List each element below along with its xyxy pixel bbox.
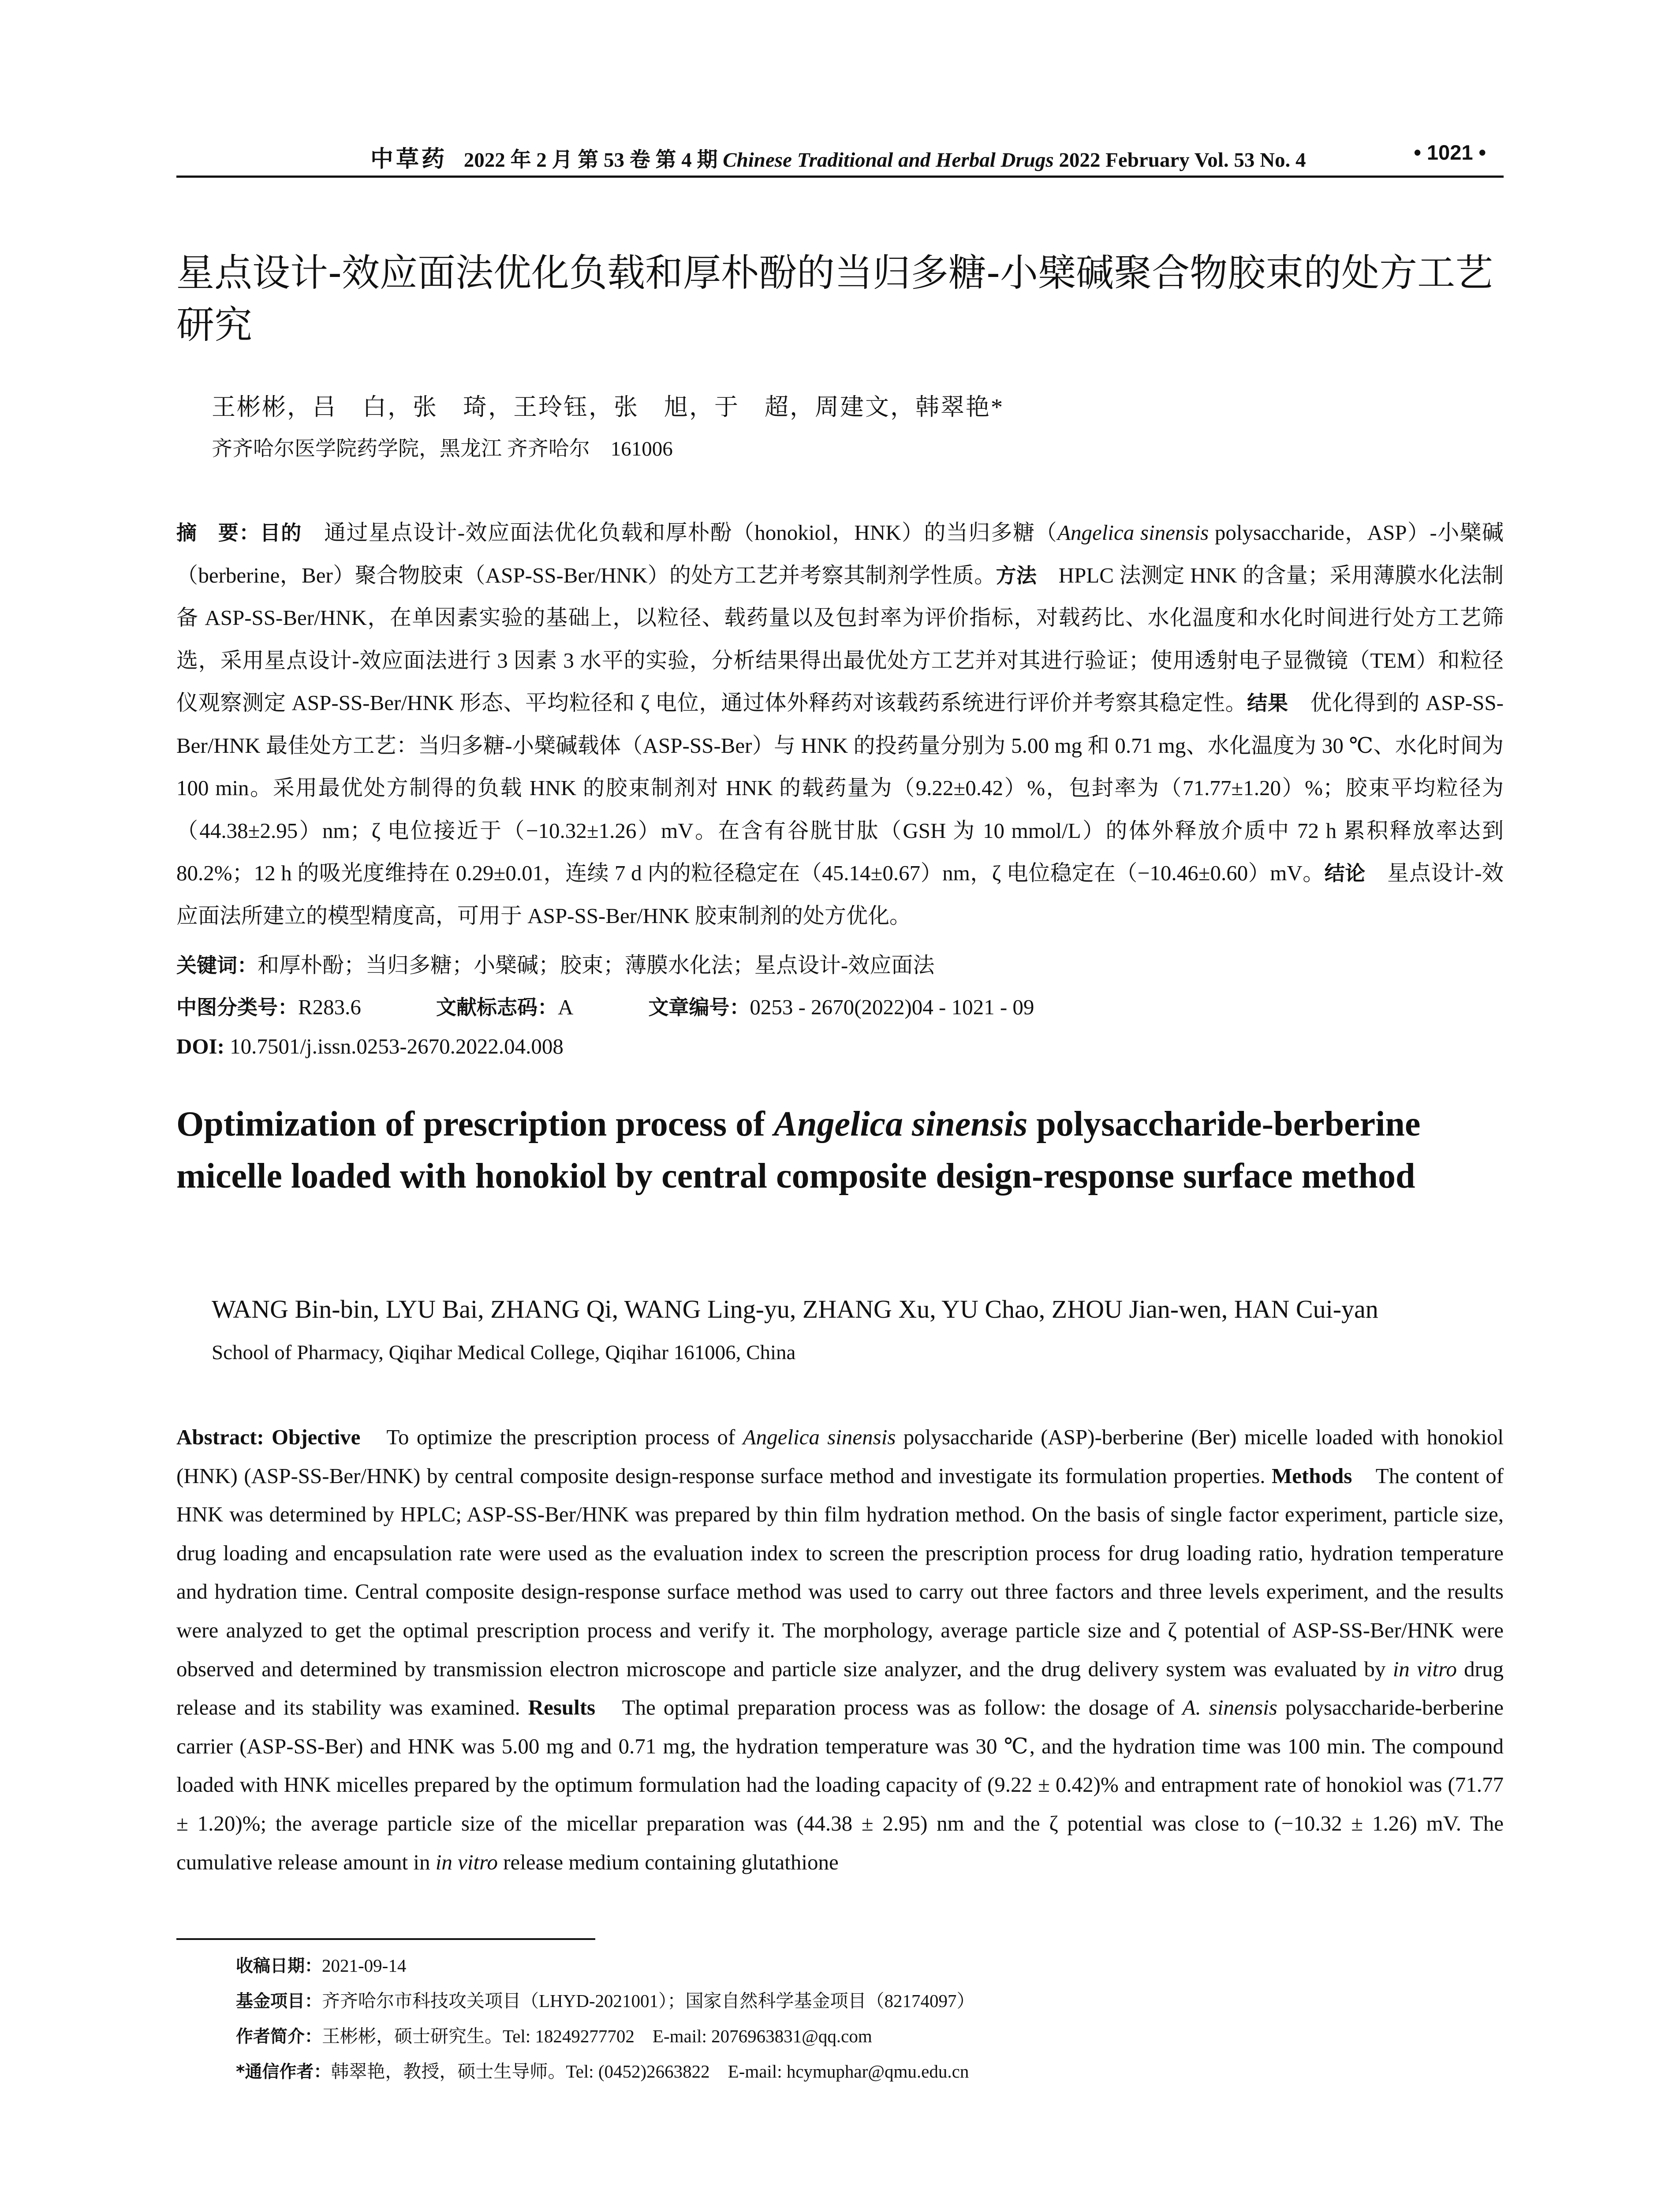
keywords-text: 和厚朴酚；当归多糖；小檗碱；胶束；薄膜水化法；星点设计-效应面法 xyxy=(258,953,935,977)
results-text-en: The optimal preparation process was as follow: the dosage of xyxy=(595,1695,1183,1720)
title-en-part1: Optimization of prescription process of xyxy=(176,1105,774,1144)
footnote-text: 2021-09-14 xyxy=(322,1955,407,1976)
results-text-en-2: polysaccharide-berberine carrier (ASP-SS-Ber) and HNK was 5.00 mg and 0.71 mg, the hydration temperature was 30 ℃, and the hydration time was 100 min. The compound loaded with HNK micelles prepared by the optimum formulation had the loading capacity of (9.22 ± 0.42)% and entrapment rate of honokiol was (71.77 ± 1.20)%; the average particle size of the micellar preparation was (44.38 ± 2.95) nm and the ζ potential was close to (−10.32 ± 1.26) mV. The cumulative release amount in xyxy=(176,1695,1504,1874)
keywords-label: 关键词： xyxy=(176,953,258,977)
footnote-corresponding xyxy=(236,2054,1471,2089)
affiliation-cn: 齐齐哈尔医学院药学院，黑龙江 齐齐哈尔 161006 xyxy=(212,437,673,460)
issue-cn: 2022 年 2 月 第 53 卷 第 4 期 xyxy=(463,149,718,172)
title-en xyxy=(176,1098,1504,1202)
objective-text-cn-2: polysaccharide，ASP）-小檗碱（berberine，Ber）聚合物胶束（ASP-SS-Ber/HNK）的处方工艺并考察其制剂学性质。 xyxy=(176,520,1504,587)
journal-name-en: Chinese Traditional and Herbal Drugs xyxy=(723,149,1054,172)
abstract-cn xyxy=(176,512,1504,937)
conclusion-text-cn: 星点设计-效应面法所建立的模型精度高，可用于 ASP-SS-Ber/HNK 胶束制剂的处方优化。 xyxy=(176,861,1504,928)
footnote-label: 基金项目： xyxy=(236,1992,322,2011)
footnote-label: 作者简介： xyxy=(236,2027,322,2047)
classification-line xyxy=(176,991,1034,1020)
title-en-species: Angelica sinensis xyxy=(773,1105,1028,1144)
title-cn: 星点设计-效应面法优化负载和厚朴酚的当归多糖-小檗碱聚合物胶束的处方工艺研究 xyxy=(176,251,1493,347)
authors-en: WANG Bin-bin, LYU Bai, ZHANG Qi, WANG Ling-yu, ZHANG Xu, YU Chao, ZHOU Jian-wen, HAN Cui-yan xyxy=(212,1295,1378,1323)
authors-cn: 王彬彬，吕 白，张 琦，王玲钰，张 旭，于 超，周建文，韩翠艳* xyxy=(212,394,1004,420)
doc-code-value: A xyxy=(557,995,574,1019)
in-vitro-term-1: in vitro xyxy=(1393,1656,1457,1681)
doc-code-label: 文献标志码： xyxy=(436,995,558,1019)
results-label-cn: 结果 xyxy=(1247,691,1288,715)
doi-label: DOI: xyxy=(176,1034,224,1058)
conclusion-label-cn: 结论 xyxy=(1324,861,1366,885)
article-no-label: 文章编号： xyxy=(648,995,750,1019)
abstract-label-cn: 摘 要： xyxy=(176,521,260,545)
results-text-cn: 优化得到的 ASP-SS-Ber/HNK 最佳处方工艺：当归多糖-小檗碱载体（ASP-SS-Ber）与 HNK 的投药量分别为 5.00 mg 和 0.71 mg、水化温度为 30 ℃、水化时间为 100 min。采用最优处方制得的负载 HNK 的胶束制剂对 HNK 的载药量为（9.22±0.42）%，包封率为（71.77±1.20）%；胶束平均粒径为（44.38±2.95）nm；ζ 电位接近于（−10.32±1.26）mV。在含有谷胱甘肽（GSH 为 10 mmol/L）的体外释放介质中 72 h 累积释放率达到 80.2%；12 h 的吸光度维持在 0.29±0.01，连续 7 d 内的粒径稳定在（45.14±0.67）nm，ζ 电位稳定在（−10.46±0.60）mV。 xyxy=(176,691,1504,885)
footnote-text: 齐齐哈尔市科技攻关项目（LHYD-2021001）；国家自然科学基金项目（82174097） xyxy=(322,1991,975,2011)
footnote-funding xyxy=(236,1984,1471,2019)
footnote-text: 王彬彬，硕士研究生。Tel: 18249277702 E-mail: 2076963831@qq.com xyxy=(322,2026,872,2046)
footnote-author-bio xyxy=(236,2019,1471,2054)
species-name-en: Angelica sinensis xyxy=(743,1425,896,1449)
issue-en: 2022 February Vol. 53 No. 4 xyxy=(1059,149,1306,172)
footnote-label: 收稿日期： xyxy=(236,1956,322,1976)
affiliation-en: School of Pharmacy, Qiqihar Medical College, Qiqihar 161006, China xyxy=(212,1341,796,1364)
footnote-label: *通信作者： xyxy=(236,2062,331,2082)
footnotes xyxy=(236,1948,1471,2089)
methods-label-en: Methods xyxy=(1271,1463,1352,1488)
methods-text-cn: HPLC 法测定 HNK 的含量；采用薄膜水化法制备 ASP-SS-Ber/HNK，在单因素实验的基础上，以粒径、载药量以及包封率为评价指标，对载药比、水化温度和水化时间进行处方工艺筛选，采用星点设计-效应面法进行 3 因素 3 水平的实验，分析结果得出最优处方工艺并对其进行验证；使用透射电子显微镜（TEM）和粒径仪观察测定 ASP-SS-Ber/HNK 形态、平均粒径和 ζ 电位，通过体外释药对该载药系统进行评价并考察其稳定性。 xyxy=(176,563,1504,715)
keywords-line xyxy=(176,948,934,979)
title-en-part2: polysaccharide-berberine micelle loaded with honokiol by central composite design-response surface method xyxy=(176,1105,1421,1196)
footnote-received xyxy=(236,1948,1471,1984)
doi-value: 10.7501/j.issn.0253-2670.2022.04.008 xyxy=(224,1034,564,1058)
article-no-value: 0253 - 2670(2022)04 - 1021 - 09 xyxy=(750,995,1034,1019)
in-vitro-term-2: in vitro xyxy=(435,1850,498,1874)
results-text-en-3: release medium containing glutathione xyxy=(497,1850,839,1874)
methods-text-en: The content of HNK was determined by HPLC; ASP-SS-Ber/HNK was prepared by thin film hydration method. On the basis of single factor experiment, particle size, drug loading and encapsulation rate were used as the evaluation index to screen the prescription process for drug loading ratio, hydration temperature and hydration time. Central composite design-response surface method was used to carry out three factors and three levels experiment, and the results were analyzed to get the optimal prescription process and verify it. The morphology, average particle size and ζ potential of ASP-SS-Ber/HNK were observed and determined by transmission electron microscope and particle size analyzer, and the drug delivery system was evaluated by xyxy=(176,1463,1504,1681)
journal-name-cn: 中草药 xyxy=(370,147,448,172)
footnote-text: 韩翠艳，教授，硕士生导师。Tel: (0452)2663822 E-mail: hcymuphar@qmu.edu.cn xyxy=(331,2061,969,2082)
page-number: • 1021 • xyxy=(1414,141,1486,164)
footnote-rule xyxy=(176,1938,595,1940)
abstract-objective-label-en: Abstract: Objective xyxy=(176,1425,361,1449)
objective-text-en: To optimize the prescription process of xyxy=(360,1425,743,1449)
abstract-en xyxy=(176,1418,1504,1881)
doi-line xyxy=(176,1034,564,1059)
species-name: Angelica sinensis xyxy=(1057,520,1209,545)
species-abbrev-en: A. sinensis xyxy=(1182,1695,1277,1720)
methods-label-cn: 方法 xyxy=(996,563,1037,587)
objective-text-cn: 通过星点设计-效应面法优化负载和厚朴酚（honokiol，HNK）的当归多糖（ xyxy=(302,520,1058,545)
running-header xyxy=(176,140,1504,178)
objective-label-cn: 目的 xyxy=(260,521,302,545)
clc-value: R283.6 xyxy=(298,995,361,1019)
header-citation xyxy=(370,140,1306,173)
clc-label: 中图分类号： xyxy=(176,995,298,1019)
objective-text-en-2: polysaccharide (ASP)-berberine (Ber) micelle loaded with honokiol (HNK) (ASP-SS-Ber/HNK) by central composite design-response surface method and investigate its formulation properties. xyxy=(176,1425,1504,1488)
methods-text-en-2: drug release and its stability was examined. xyxy=(176,1656,1504,1720)
results-label-en: Results xyxy=(528,1695,596,1720)
